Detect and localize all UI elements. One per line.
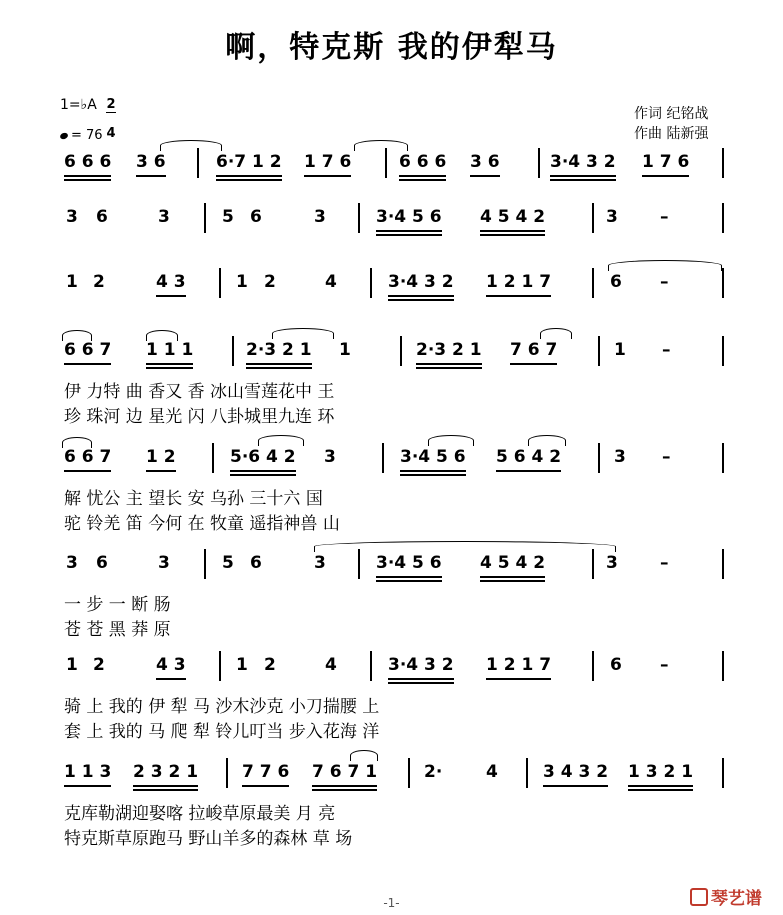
note-text: 2	[93, 655, 105, 675]
note-group	[486, 762, 498, 782]
note-group	[486, 655, 551, 675]
barline	[526, 758, 528, 788]
note-group	[486, 272, 551, 292]
note-group	[312, 762, 377, 782]
barline	[382, 443, 384, 473]
note-group	[146, 340, 193, 360]
note-group	[416, 340, 482, 360]
note-group	[399, 152, 446, 172]
note-text: 4	[486, 762, 498, 782]
note-text: 2	[93, 272, 105, 292]
note-group	[470, 152, 500, 172]
note-group	[660, 553, 669, 573]
note-text: 2	[264, 655, 276, 675]
tie-arc	[608, 260, 722, 271]
note-text: 5·6 4 2	[230, 447, 296, 467]
lyric-line: 套 上 我的 马 爬 犁 铃儿叮当 步入花海 洋	[64, 722, 380, 742]
score-row	[0, 447, 783, 534]
note-group	[64, 447, 111, 467]
note-group	[424, 762, 442, 782]
note-group	[550, 152, 616, 172]
note-text: 1	[614, 340, 626, 360]
composer-credit: 作曲 陆新强	[634, 126, 709, 142]
note-text: 7 6 7	[510, 340, 558, 360]
note-text: 3	[158, 553, 170, 573]
note-group	[64, 340, 111, 360]
note-group	[66, 553, 78, 573]
note-group	[628, 762, 693, 782]
note-group	[480, 553, 545, 573]
note-text: 3	[324, 447, 336, 467]
barline	[212, 443, 214, 473]
note-text: 6	[610, 655, 622, 675]
note-group	[480, 207, 545, 227]
note-group	[660, 655, 669, 675]
note-text: 3·4 5 6	[376, 553, 442, 573]
note-text: 6 6 7	[64, 340, 112, 360]
note-group	[543, 762, 608, 782]
note-text: 3 6	[470, 152, 500, 172]
lyric-line: 一 步 一 断 肠	[64, 595, 171, 615]
score-row	[0, 272, 783, 342]
note-text: 3	[606, 207, 618, 227]
note-text: 2·3 2 1	[246, 340, 312, 360]
note-group	[662, 340, 671, 360]
barline	[722, 651, 724, 681]
note-group	[400, 447, 466, 467]
barline	[358, 203, 360, 233]
note-text: 1 2 1 7	[486, 272, 552, 292]
note-group	[376, 207, 442, 227]
note-text: 6	[610, 272, 622, 292]
barline	[232, 336, 234, 366]
lyric-line: 特克斯草原跑马 野山羊多的森林 草 场	[64, 829, 353, 849]
page-number: -1-	[383, 896, 400, 910]
note-text: 6	[250, 207, 262, 227]
watermark-logo	[690, 884, 762, 909]
barline	[722, 203, 724, 233]
note-group	[222, 207, 234, 227]
note-text: 3·4 5 6	[376, 207, 442, 227]
note-text: –	[660, 207, 669, 227]
note-text: –	[660, 553, 669, 573]
note-text: 3	[314, 553, 326, 573]
note-text: 1 3 2 1	[628, 762, 694, 782]
note-text: 3·4 5 6	[400, 447, 466, 467]
note-text: 1	[339, 340, 351, 360]
note-text: 5 6 4 2	[496, 447, 562, 467]
note-group	[660, 272, 669, 292]
note-group	[660, 207, 669, 227]
time-signature-top: 2	[106, 97, 116, 112]
note-text: 3 4 3 2	[543, 762, 609, 782]
logo-icon	[690, 888, 708, 906]
note-group	[610, 655, 622, 675]
note-group	[158, 553, 170, 573]
note-text: 1 7 6	[304, 152, 352, 172]
tie-arc	[272, 328, 334, 339]
note-group	[64, 762, 111, 782]
barline	[358, 549, 360, 579]
lyric-line: 解 忧公 主 望长 安 乌孙 三十六 国	[64, 489, 323, 509]
note-group	[325, 272, 337, 292]
tie-arc	[62, 330, 92, 341]
note-text: –	[662, 340, 671, 360]
tempo-marking	[60, 128, 103, 143]
barline	[204, 203, 206, 233]
barline	[722, 443, 724, 473]
barline	[219, 268, 221, 298]
note-group	[96, 207, 108, 227]
note-text: 4 3	[156, 655, 186, 675]
tie-arc	[62, 437, 92, 448]
tie-arc	[146, 330, 178, 341]
barline	[722, 336, 724, 366]
note-group	[510, 340, 557, 360]
note-text: 4 3	[156, 272, 186, 292]
note-text: 3·4 3 2	[388, 655, 454, 675]
note-group	[606, 207, 618, 227]
note-text: 2	[264, 272, 276, 292]
note-text: 6 6 6	[64, 152, 112, 172]
note-text: 5	[222, 207, 234, 227]
note-group	[230, 447, 296, 467]
note-text: 1 2 1 7	[486, 655, 552, 675]
note-group	[156, 655, 186, 675]
time-signature	[106, 98, 116, 141]
note-group	[156, 272, 186, 292]
note-text: 3	[606, 553, 618, 573]
barline	[722, 148, 724, 178]
note-group	[496, 447, 561, 467]
note-group	[314, 207, 326, 227]
tie-arc	[350, 750, 378, 761]
note-group	[136, 152, 166, 172]
note-text: 3	[66, 207, 78, 227]
barline	[722, 268, 724, 298]
note-text: 6	[96, 553, 108, 573]
lyric-line: 驼 铃羌 笛 今何 在 牧童 遥指神兽 山	[64, 514, 340, 534]
note-text: 3	[158, 207, 170, 227]
note-group	[66, 655, 78, 675]
note-group	[614, 340, 626, 360]
note-text: 4 5 4 2	[480, 553, 546, 573]
barline	[722, 549, 724, 579]
note-text: 3 6	[136, 152, 166, 172]
note-text: 3	[66, 553, 78, 573]
note-text: 1	[236, 272, 248, 292]
note-group	[662, 447, 671, 467]
note-text: 7 7 6	[242, 762, 290, 782]
note-text: 1 1 1	[146, 340, 194, 360]
score-row	[0, 655, 783, 742]
barline	[722, 758, 724, 788]
note-group	[264, 272, 276, 292]
song-title: 啊，特克斯 我的伊犁马	[225, 30, 558, 65]
note-group	[388, 655, 454, 675]
key-signature: 1=♭A	[60, 97, 97, 113]
score-row	[0, 553, 783, 640]
note-group	[216, 152, 282, 172]
barline	[408, 758, 410, 788]
barline	[592, 268, 594, 298]
note-text: 6	[250, 553, 262, 573]
barline	[598, 443, 600, 473]
note-text: 5	[222, 553, 234, 573]
lyric-line: 苍 苍 黑 莽 原	[64, 620, 171, 640]
barline	[538, 148, 540, 178]
note-group	[325, 655, 337, 675]
tie-arc	[540, 328, 572, 339]
note-group	[158, 207, 170, 227]
note-group	[66, 272, 78, 292]
tempo-value: = 76	[71, 128, 103, 143]
note-text: 4	[325, 272, 337, 292]
note-group	[610, 272, 622, 292]
note-text: 1 7 6	[642, 152, 690, 172]
note-text: –	[662, 447, 671, 467]
note-text: 1	[66, 272, 78, 292]
note-group	[64, 152, 111, 172]
barline	[370, 651, 372, 681]
note-group	[146, 447, 176, 467]
note-group	[242, 762, 289, 782]
note-text: 4 5 4 2	[480, 207, 546, 227]
barline	[592, 651, 594, 681]
note-group	[93, 272, 105, 292]
note-text: 6·7 1 2	[216, 152, 282, 172]
note-text: 6 6 7	[64, 447, 112, 467]
barline	[219, 651, 221, 681]
note-group	[304, 152, 351, 172]
tie-arc	[428, 435, 474, 446]
time-signature-bottom: 4	[106, 126, 116, 141]
note-group	[236, 655, 248, 675]
barline	[204, 549, 206, 579]
watermark-text: 琴艺谱	[711, 889, 762, 909]
note-group	[246, 340, 312, 360]
barline	[385, 148, 387, 178]
tie-arc	[314, 541, 616, 552]
tie-arc	[528, 435, 566, 446]
score-row	[0, 340, 783, 427]
note-group	[96, 553, 108, 573]
barline	[592, 203, 594, 233]
barline	[592, 549, 594, 579]
note-text: 1	[66, 655, 78, 675]
note-text: 6 6 6	[399, 152, 447, 172]
note-text: 1 2	[146, 447, 176, 467]
note-text: 7 6 7 1	[312, 762, 378, 782]
note-text: 3·4 3 2	[388, 272, 454, 292]
note-group	[324, 447, 336, 467]
lyric-line: 伊 力特 曲 香又 香 冰山雪莲花中 王	[64, 382, 335, 402]
barline	[598, 336, 600, 366]
lyric-line: 骑 上 我的 伊 犁 马 沙木沙克 小刀揣腰 上	[64, 697, 380, 717]
barline	[197, 148, 199, 178]
lyric-line: 珍 珠河 边 星光 闪 八卦城里九连 环	[64, 407, 335, 427]
note-group	[133, 762, 198, 782]
barline	[226, 758, 228, 788]
note-group	[314, 553, 326, 573]
note-group	[614, 447, 626, 467]
lyric-line: 克库勒湖迎娶喀 拉峻草原最美 月 亮	[64, 804, 336, 824]
note-text: 4	[325, 655, 337, 675]
note-text: 2 3 2 1	[133, 762, 199, 782]
note-text: 1 1 3	[64, 762, 112, 782]
note-text: 2·	[424, 762, 443, 782]
note-group	[376, 553, 442, 573]
score-row	[0, 762, 783, 849]
note-group	[642, 152, 689, 172]
note-text: –	[660, 272, 669, 292]
note-text: 2·3 2 1	[416, 340, 482, 360]
note-group	[222, 553, 234, 573]
note-group	[606, 553, 618, 573]
note-text: 6	[96, 207, 108, 227]
barline	[400, 336, 402, 366]
tie-arc	[160, 140, 222, 151]
note-group	[339, 340, 351, 360]
note-text: 3·4 3 2	[550, 152, 616, 172]
note-text: 3	[314, 207, 326, 227]
note-text: –	[660, 655, 669, 675]
note-group	[66, 207, 78, 227]
tie-arc	[354, 140, 408, 151]
credits	[634, 104, 708, 144]
note-text: 1	[236, 655, 248, 675]
note-group	[93, 655, 105, 675]
quarter-note-icon	[59, 131, 69, 139]
tie-arc	[258, 435, 304, 446]
barline	[370, 268, 372, 298]
note-text: 3	[614, 447, 626, 467]
note-group	[264, 655, 276, 675]
lyricist-credit: 作词 纪铭战	[634, 106, 709, 122]
note-group	[250, 207, 262, 227]
note-group	[250, 553, 262, 573]
note-group	[388, 272, 454, 292]
note-group	[236, 272, 248, 292]
